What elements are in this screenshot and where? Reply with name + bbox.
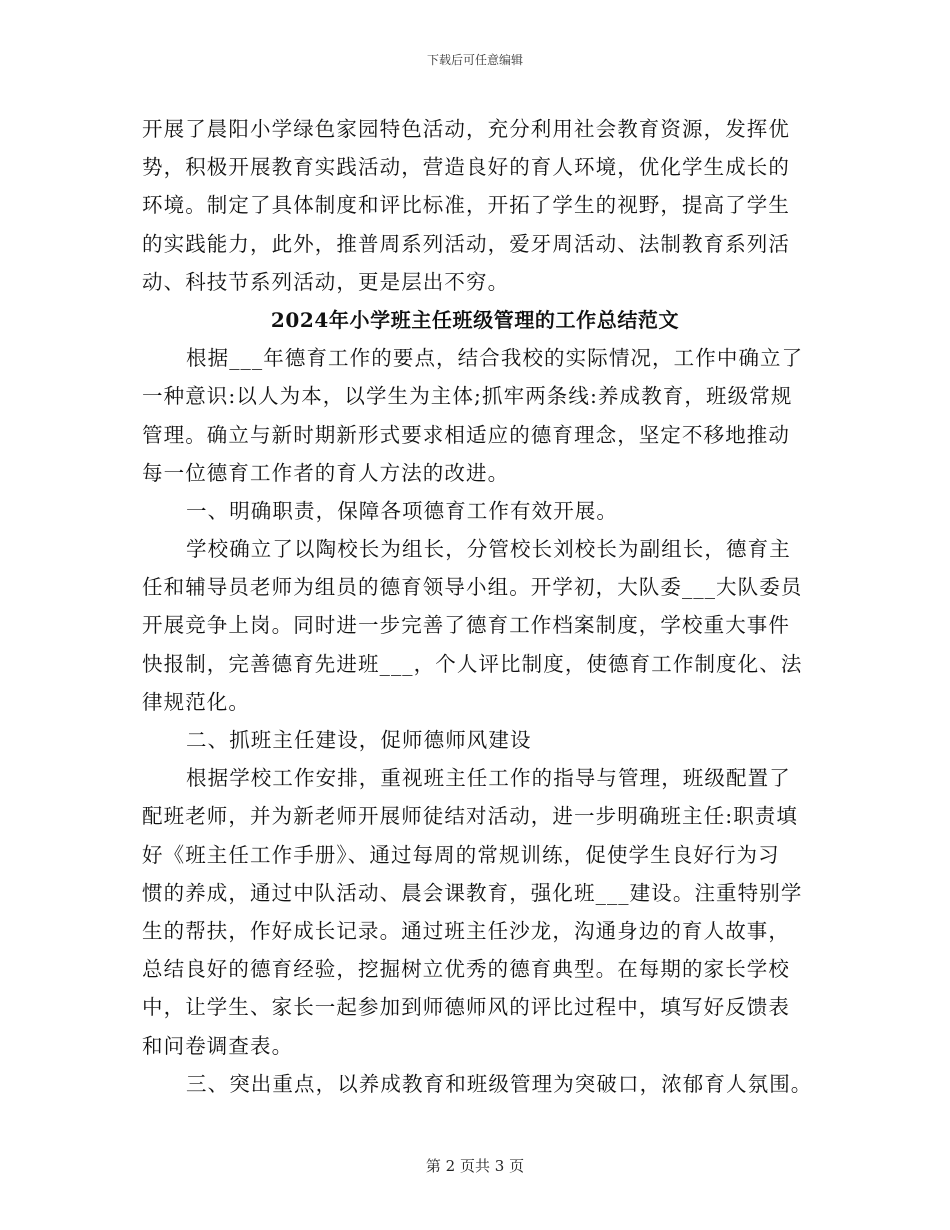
section-heading: 一、明确职责，保障各项德育工作有效开展。 [186, 498, 618, 523]
page-header-note: 下载后可任意编辑 [426, 53, 523, 67]
body-line: 势，积极开展教育实践活动，营造良好的育人环境，优化学生成长的 [142, 155, 790, 180]
body-line: 一种意识:以人为本，以学生为主体;抓牢两条线:养成教育，班级常规 [142, 384, 793, 409]
section-heading: 三、突出重点，以养成教育和班级管理为突破口，浓郁育人氛围。 [186, 1071, 813, 1096]
body-line: 管理。确立与新时期新形式要求相适应的德育理念，坚定不移地推动 [142, 422, 790, 447]
body-line: 总结良好的德育经验，挖掘树立优秀的德育典型。在每期的家长学校 [142, 957, 790, 982]
body-line: 生的帮扶，作好成长记录。通过班主任沙龙，沟通身边的育人故事， [142, 918, 790, 943]
body-line: 任和辅导员老师为组员的德育领导小组。开学初，大队委___大队委员 [142, 575, 803, 600]
body-line: 动、科技节系列活动，更是层出不穷。 [142, 269, 510, 294]
body-line: 根据学校工作安排，重视班主任工作的指导与管理，班级配置了 [186, 766, 791, 791]
document-body [142, 110, 813, 1103]
body-line: 律规范化。 [142, 689, 250, 714]
body-line: 开展了晨阳小学绿色家园特色活动，充分利用社会教育资源，发挥优 [142, 117, 790, 141]
body-line: 惯的养成，通过中队活动、晨会课教育，强化班___建设。注重特别学 [142, 880, 803, 905]
section-heading: 二、抓班主任建设，促师德师风建设 [186, 728, 532, 752]
body-line: 的实践能力，此外，推普周系列活动，爱牙周活动、法制教育系列活 [142, 231, 790, 256]
document-title: 2024年小学班主任班级管理的工作总结范文 [270, 307, 680, 332]
body-line: 每一位德育工作者的育人方法的改进。 [142, 460, 510, 485]
body-line: 环境。制定了具体制度和评比标准，开拓了学生的视野，提高了学生 [142, 193, 790, 218]
body-line: 好《班主任工作手册》、通过每周的常规训练，促使学生良好行为习 [142, 842, 780, 867]
body-line: 开展竞争上岗。同时进一步完善了德育工作档案制度，学校重大事件 [142, 613, 790, 638]
body-line: 学校确立了以陶校长为组长，分管校长刘校长为副组长，德育主 [186, 537, 791, 562]
body-line: 根据___年德育工作的要点，结合我校的实际情况，工作中确立了 [186, 346, 804, 371]
body-line: 配班老师，并为新老师开展师徒结对活动，进一步明确班主任:职责填 [142, 804, 799, 829]
page-number: 第 2 页共 3 页 [425, 1157, 525, 1175]
body-line: 中，让学生、家长一起参加到师德师风的评比过程中，填写好反馈表 [142, 995, 790, 1020]
body-line: 和问卷调查表。 [142, 1033, 294, 1058]
body-line: 快报制，完善德育先进班___，个人评比制度，使德育工作制度化、法 [142, 651, 803, 676]
